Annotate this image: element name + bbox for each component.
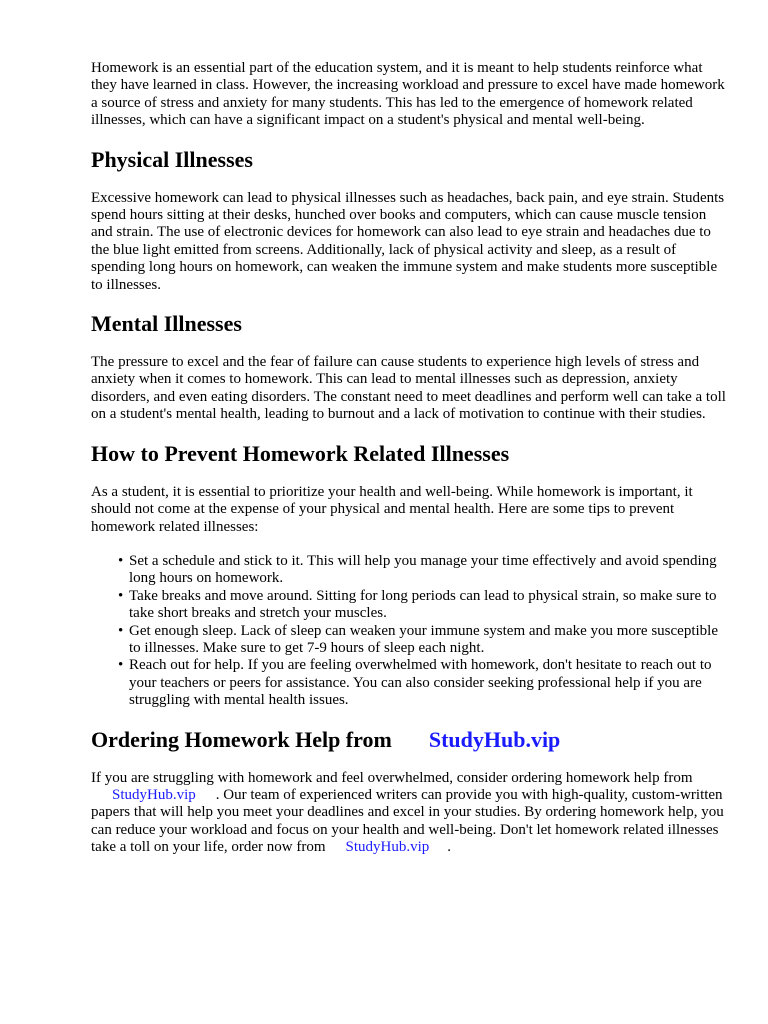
bullet-icon: •	[118, 587, 124, 604]
prevent-intro-paragraph: As a student, it is essential to prioritize your health and well-being. While homework is important, it should not come at the expense of your physical and mental health. Here are some tips to prevent homework related illnesses:	[91, 483, 693, 535]
bullet-icon: •	[118, 622, 124, 639]
studyhub-heading-link[interactable]: StudyHub.vip	[428, 726, 561, 752]
physical-illnesses-paragraph: Excessive homework can lead to physical illnesses such as headaches, back pain, and eye strain. Students spend hours sitting at their desks, hunched over books and computers, which can cause muscle tension and strain. The use of electronic devices for homework can also lead to eye strain and headaches due to the blue light emitted from screens. Additionally, lack of physical activity and sleep, as a result of spending long hours on homework, can weaken the immune system and make students more susceptible to illnesses.	[91, 189, 725, 293]
list-item	[91, 553, 727, 588]
heading-prevent-illnesses: How to Prevent Homework Related Illnesses	[91, 440, 510, 466]
ordering-text-2: . Our team of experienced writers can provide you with high-quality, custom-written papers that will help you meet your deadlines and excel in your studies. By ordering homework help, you can reduce your workload and focus on your health and well-being. Don't let homework related illnesses take a toll on your life, order now from	[91, 786, 724, 856]
studyhub-link-2[interactable]: StudyHub.vip	[345, 839, 430, 856]
ordering-text-3: .	[447, 839, 452, 856]
document-page	[91, 60, 727, 857]
tip-text: Get enough sleep. Lack of sleep can weaken your immune system and make you more susceptible to illnesses. Make sure to get 7-9 hours of sleep each night.	[129, 622, 718, 656]
bullet-icon: •	[118, 552, 124, 569]
list-item	[91, 657, 727, 709]
mental-illnesses-paragraph: The pressure to excel and the fear of failure can cause students to experience high levels of stress and anxiety when it comes to homework. This can lead to mental illnesses such as depression, anxiety disorders, and even eating disorders. The constant need to meet deadlines and perform well can take a toll on a student's mental health, leading to burnout and a lack of motivation to continue with their studies.	[91, 354, 726, 423]
tips-list	[91, 553, 727, 710]
heading-mental-illnesses: Mental Illnesses	[91, 311, 242, 337]
tip-text: Set a schedule and stick to it. This will help you manage your time effectively and avoid spending long hours on homework.	[129, 552, 717, 587]
intro-paragraph: Homework is an essential part of the education system, and it is meant to help students reinforce what they have learned in class. However, the increasing workload and pressure to excel have made homework a source of stress and anxiety for many students. This has led to the emergence of homework related illnesses, which can have a significant impact on a student's physical and mental well-being.	[91, 60, 725, 129]
heading-ordering-help	[91, 727, 727, 753]
list-item	[91, 623, 727, 658]
tip-text: Take breaks and move around. Sitting for long periods can lead to physical strain, so make sure to take short breaks and stretch your muscles.	[129, 587, 717, 622]
ordering-text-1: If you are struggling with homework and feel overwhelmed, consider ordering homework help from	[91, 769, 693, 786]
tip-text: Reach out for help. If you are feeling overwhelmed with homework, don't hesitate to reach out to your teachers or peers for assistance. You can also consider seeking professional help if you are struggling with mental health issues.	[129, 657, 712, 709]
studyhub-link-1[interactable]: StudyHub.vip	[112, 786, 196, 803]
heading-ordering-text: Ordering Homework Help from	[91, 726, 392, 752]
bullet-icon: •	[118, 657, 124, 674]
ordering-paragraph	[91, 770, 727, 857]
list-item	[91, 588, 727, 623]
heading-physical-illnesses: Physical Illnesses	[91, 146, 253, 172]
